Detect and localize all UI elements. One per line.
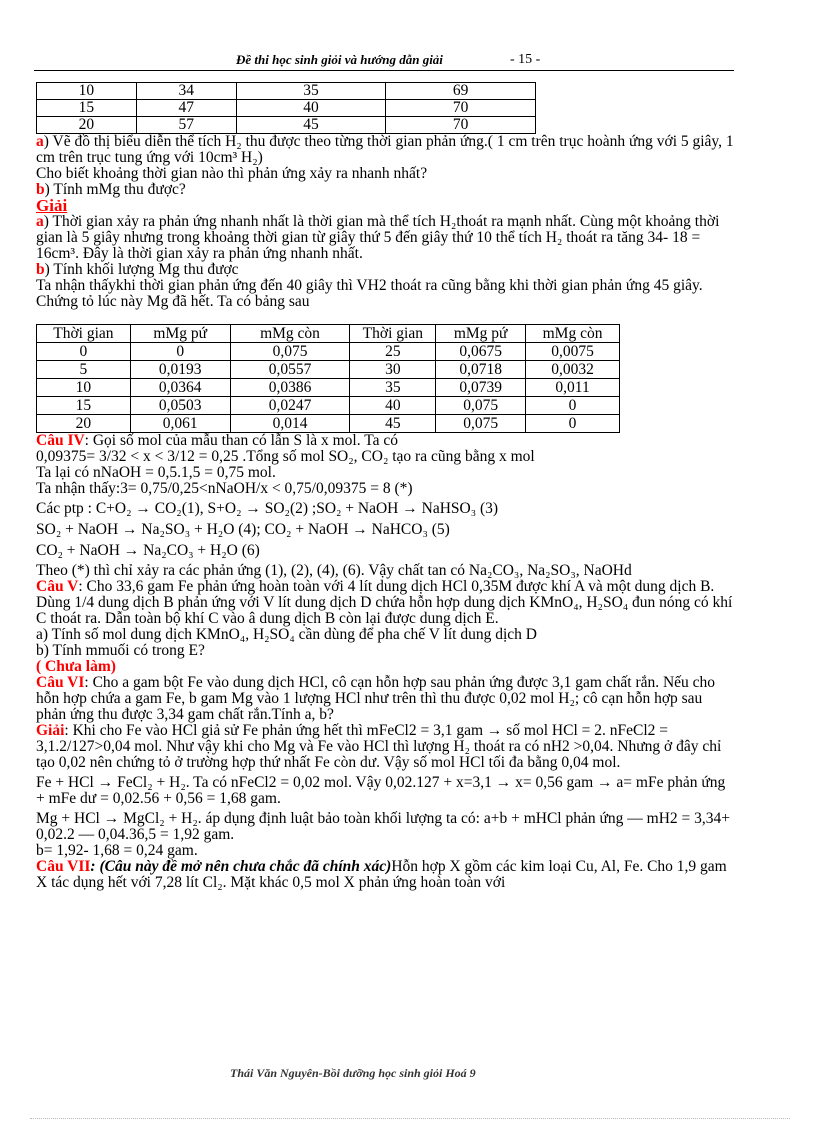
table-cell: 45 bbox=[236, 117, 386, 134]
document-body bbox=[36, 82, 736, 891]
table-cell: 57 bbox=[136, 117, 236, 134]
table-cell: 25 bbox=[350, 343, 436, 361]
answer-b-text: Ta nhận thấykhi thời gian phản ứng đến 40 giây thì VH2 thoát ra cũng bằng khi thời gian phản ứng 45 giây. Chứng tỏ lúc này Mg đã hết. Ta có bảng sau bbox=[36, 277, 703, 310]
question-a: a) Vẽ đồ thị biểu diễn thể tích H₂ thu được theo từng thời gian phản ứng.( 1 cm trên trục hoành ứng với 5 giây, 1 cm trên trục tung ứng với 10cm³ H₂) bbox=[36, 133, 734, 166]
table-header-cell: mMg pứ bbox=[130, 325, 230, 343]
table-cell: 10 bbox=[37, 83, 137, 100]
solution-heading: Giải bbox=[36, 196, 68, 215]
question-vii: Câu VII: (Câu này đề mở nên chưa chắc đã chính xác)Hỗn hợp X gồm các kim loại Cu, Al, Fe. Cho 1,9 gam X tác dụng hết với 7,28 lít Cl₂. Mặt khác 0,5 mol X phản ứng hoàn toàn với bbox=[36, 858, 727, 891]
table-cell: 0,011 bbox=[526, 379, 620, 397]
question-vi-label: Câu VI bbox=[36, 674, 85, 691]
table-cell: 70 bbox=[386, 117, 536, 134]
table-cell: 40 bbox=[236, 100, 386, 117]
table-row bbox=[37, 379, 620, 397]
table-cell: 0,0075 bbox=[526, 343, 620, 361]
table-cell: 0,014 bbox=[230, 415, 350, 433]
question-b: b) Tính mMg thu được? bbox=[36, 181, 186, 198]
table-cell: 0,0557 bbox=[230, 361, 350, 379]
table-row bbox=[37, 83, 536, 100]
table-row bbox=[37, 343, 620, 361]
question-v: Câu V: Cho 33,6 gam Fe phản ứng hoàn toàn với 4 lít dung dịch HCl 0,35M được khí A và một dung dịch B. Dùng 1/4 dung dịch B phản ứng với V lít dung dịch D chứa hỗn hợp dung dịch KMnO₄, H₂SO₄ đun nóng có khí C thoát ra. Dẫn toàn bộ khí C vào â dung dịch B còn lại được dung dịch E. a) Tính số mol dung dịch KMnO₄, H₂SO₄ cần dùng để pha chế V lít dung dịch D b) Tính mmuối có trong E? ( Chưa làm) bbox=[36, 579, 736, 675]
answer-b-heading: b) Tính khối lượng Mg thu được bbox=[36, 261, 239, 278]
table-cell: 70 bbox=[386, 100, 536, 117]
mg-mass-table bbox=[36, 324, 620, 433]
table-cell: 0 bbox=[526, 397, 620, 415]
question-fastest: Cho biết khoảng thời gian nào thì phản ứng xảy ra nhanh nhất? bbox=[36, 165, 428, 182]
question-iv-label: Câu IV bbox=[36, 432, 85, 449]
table-cell: 10 bbox=[37, 379, 131, 397]
question-vi: Câu VI: Cho a gam bột Fe vào dung dịch HCl, cô cạn hỗn hợp sau phản ứng được 3,1 gam chất rắn. Nếu cho hỗn hợp chứa a gam Fe, b gam Mg vào 1 lượng HCl như trên thì thu được 0,02 mol H₂; cô cạn hỗn hợp sau phản ứng thu được 3,34 gam chất rắn.Tính a, b? Giải: Khi cho Fe vào HCl giả sử Fe phản ứng hết thì mFeCl2 = 3,1 gam → số mol HCl = 2. nFeCl2 = 3,1.2/127>0,04 mol. Như vậy khi cho Mg và Fe vào HCl thì lượng H₂ thoát ra có nH2 >0,04. Nhưng ở đây chỉ tạo 0,02 nên chứng tỏ ở trường hợp thứ nhất Fe còn dư. Vậy số mol HCl tối đa bằng 0,04 mol. Fe + HCl → FeCl₂ + H₂. Ta có nFeCl2 = 0,02 mol. Vậy 0,02.127 + x=3,1 → x= 0,56 gam → a= mFe phản ứng + mFe dư = 0,02.56 + 0,56 = 1,68 gam. Mg + HCl → MgCl₂ + H₂. áp dụng định luật bảo toàn khối lượng ta có: a+b + mHCl phản ứng — mH2 = 3,34+ 0,02.2 — 0,04.36,5 = 1,92 gam. b= 1,92- 1,68 = 0,24 gam. bbox=[36, 674, 731, 859]
table-row bbox=[37, 100, 536, 117]
table-header-cell: Thời gian bbox=[37, 325, 131, 343]
table-cell: 30 bbox=[350, 361, 436, 379]
table-header-cell: mMg còn bbox=[526, 325, 620, 343]
table-cell: 47 bbox=[136, 100, 236, 117]
table-cell: 0,0364 bbox=[130, 379, 230, 397]
table-cell: 34 bbox=[136, 83, 236, 100]
table-cell: 15 bbox=[37, 397, 131, 415]
table-cell: 0,075 bbox=[436, 397, 526, 415]
table-cell: 0,0032 bbox=[526, 361, 620, 379]
table-cell: 69 bbox=[386, 83, 536, 100]
answer-a: a) Thời gian xảy ra phản ứng nhanh nhất là thời gian mà thể tích H₂thoát ra mạnh nhất. Cùng một khoảng thời gian là 5 giây nhưng trong khoảng thời gian từ giây thứ 5 đến giây thứ 10 thể tích H₂ thoát ra tăng 34- 18 = 16cm³. Đây là thời gian xảy ra phản ứng nhanh nhất. bbox=[36, 213, 720, 262]
page-footer: Thái Văn Nguyên-Bồi dưỡng học sinh giỏi Hoá 9 bbox=[230, 1066, 476, 1080]
table-row bbox=[37, 415, 620, 433]
table-cell: 20 bbox=[37, 117, 137, 134]
header-rule bbox=[34, 70, 734, 71]
table-cell: 0,0675 bbox=[436, 343, 526, 361]
question-v-label: Câu V bbox=[36, 578, 79, 595]
table-cell: 0 bbox=[37, 343, 131, 361]
table-cell: 0,075 bbox=[230, 343, 350, 361]
table-cell: 0,075 bbox=[436, 415, 526, 433]
table-cell: 0,0503 bbox=[130, 397, 230, 415]
table-cell: 40 bbox=[350, 397, 436, 415]
table-cell: 0,0718 bbox=[436, 361, 526, 379]
table-row bbox=[37, 397, 620, 415]
table-header-cell: mMg pứ bbox=[436, 325, 526, 343]
table-cell: 35 bbox=[350, 379, 436, 397]
table-cell: 0,0386 bbox=[230, 379, 350, 397]
table-header-cell: Thời gian bbox=[350, 325, 436, 343]
question-vii-label: Câu VII bbox=[36, 858, 91, 875]
reaction-volume-table bbox=[36, 82, 536, 134]
question-vi-solution-label: Giải bbox=[36, 722, 65, 739]
table-cell: 0,0247 bbox=[230, 397, 350, 415]
page-bottom-rule bbox=[30, 1118, 790, 1119]
table-row bbox=[37, 361, 620, 379]
table-cell: 0 bbox=[130, 343, 230, 361]
table-cell: 35 bbox=[236, 83, 386, 100]
note-unsolved: ( Chưa làm) bbox=[36, 658, 116, 675]
table-cell: 0,061 bbox=[130, 415, 230, 433]
table-cell: 20 bbox=[37, 415, 131, 433]
page-header-title: Đề thi học sinh giỏi và hướng dẫn giải bbox=[236, 52, 443, 67]
table-header-cell: mMg còn bbox=[230, 325, 350, 343]
question-iv: Câu IV: Gọi số mol của mẫu than có lẫn S là x mol. Ta có 0,09375= 3/32 < x < 3/12 = 0,25 .Tổng số mol SO₂, CO₂ tạo ra cũng bằng x mol Ta lại có nNaOH = 0,5.1,5 = 0,75 mol. Ta nhận thấy:3= 0,75/0,25<nNaOH/x < 0,75/0,09375 = 8 (*) Các ptp : C+O₂ → CO₂(1), S+O₂ → SO₂(2) ;SO₂ + NaOH → NaHSO₃ (3) SO₂ + NaOH → Na₂SO₃ + H₂O (4); CO₂ + NaOH → NaHCO₃ (5) CO₂ + NaOH → Na₂CO₃ + H₂O (6) Theo (*) thì chỉ xảy ra các phản ứng (1), (2), (4), (6). Vậy chất tan có Na₂CO₃, Na₂SO₃, NaOHd bbox=[36, 432, 632, 579]
table-cell: 45 bbox=[350, 415, 436, 433]
table-cell: 0 bbox=[526, 415, 620, 433]
table-cell: 15 bbox=[37, 100, 137, 117]
table-cell: 5 bbox=[37, 361, 131, 379]
table-row bbox=[37, 117, 536, 134]
table-cell: 0,0739 bbox=[436, 379, 526, 397]
page-number: - 15 - bbox=[510, 52, 541, 67]
table-cell: 0,0193 bbox=[130, 361, 230, 379]
table-header-row bbox=[37, 325, 620, 343]
